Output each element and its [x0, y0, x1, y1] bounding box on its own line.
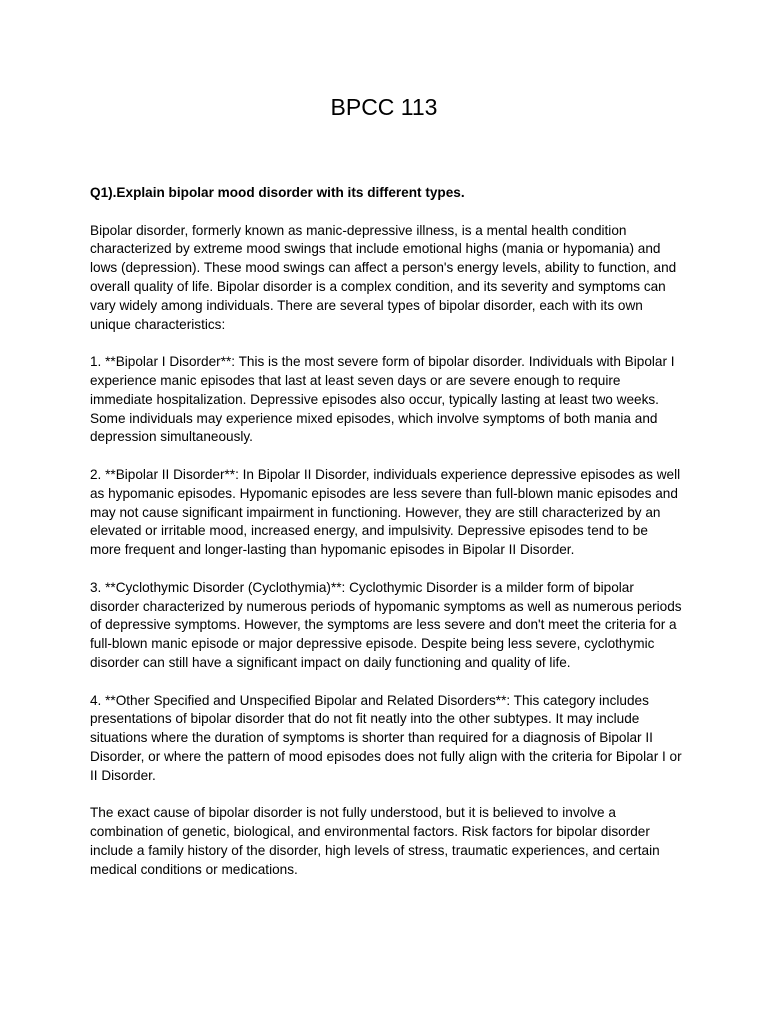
page-title: BPCC 113: [330, 94, 438, 120]
other-specified-paragraph: 4. **Other Specified and Unspecified Bipolar and Related Disorders**: This category includes presentations of bipolar disorder that do not fit neatly into the other subtypes. It may include situations where the duration of symptoms is shorter than required for a diagnosis of Bipolar II Disorder, or where the pattern of mood episodes does not fully align with the criteria for Bipolar I or II Disorder.: [90, 692, 682, 783]
bipolar-i-paragraph: 1. **Bipolar I Disorder**: This is the most severe form of bipolar disorder. Individuals with Bipolar I experience manic episodes that last at least seven days or are severe enough to require immediate hospitalization. Depressive episodes also occur, typically lasting at least two weeks. Some individuals may experience mixed episodes, which involve symptoms of both mania and depression simultaneously.: [90, 354, 675, 445]
causes-paragraph: The exact cause of bipolar disorder is not fully understood, but it is believed to involve a combination of genetic, biological, and environmental factors. Risk factors for bipolar disorder include a family history of the disorder, high levels of stress, traumatic experiences, and certain medical conditions or medications.: [90, 805, 660, 877]
intro-paragraph: Bipolar disorder, formerly known as manic-depressive illness, is a mental health condition characterized by extreme mood swings that include emotional highs (mania or hypomania) and lows (depression). These mood swings can affect a person's energy levels, ability to function, and overall quality of life. Bipolar disorder is a complex condition, and its severity and symptoms can vary widely among individuals. There are several types of bipolar disorder, each with its own unique characteristics:: [90, 222, 677, 332]
document-body: [90, 184, 682, 898]
bipolar-ii-paragraph: 2. **Bipolar II Disorder**: In Bipolar II Disorder, individuals experience depressive episodes as well as hypomanic episodes. Hypomanic episodes are less severe than full-blown manic episodes and may not cause significant impairment in functioning. However, they are still characterized by an elevated or irritable mood, increased energy, and impulsivity. Depressive episodes tend to be more frequent and longer-lasting than hypomanic episodes in Bipolar II Disorder.: [90, 466, 681, 558]
question-heading: Q1).Explain bipolar mood disorder with its different types.: [90, 185, 465, 200]
cyclothymic-paragraph: 3. **Cyclothymic Disorder (Cyclothymia)**: Cyclothymic Disorder is a milder form of bipolar disorder characterized by numerous periods of hypomanic symptoms as well as numerous periods of depressive symptoms. However, the symptoms are less severe and don't meet the criteria for a full-blown manic episode or major depressive episode. Despite being less severe, cyclothymic disorder can still have a significant impact on daily functioning and quality of life.: [90, 579, 682, 670]
